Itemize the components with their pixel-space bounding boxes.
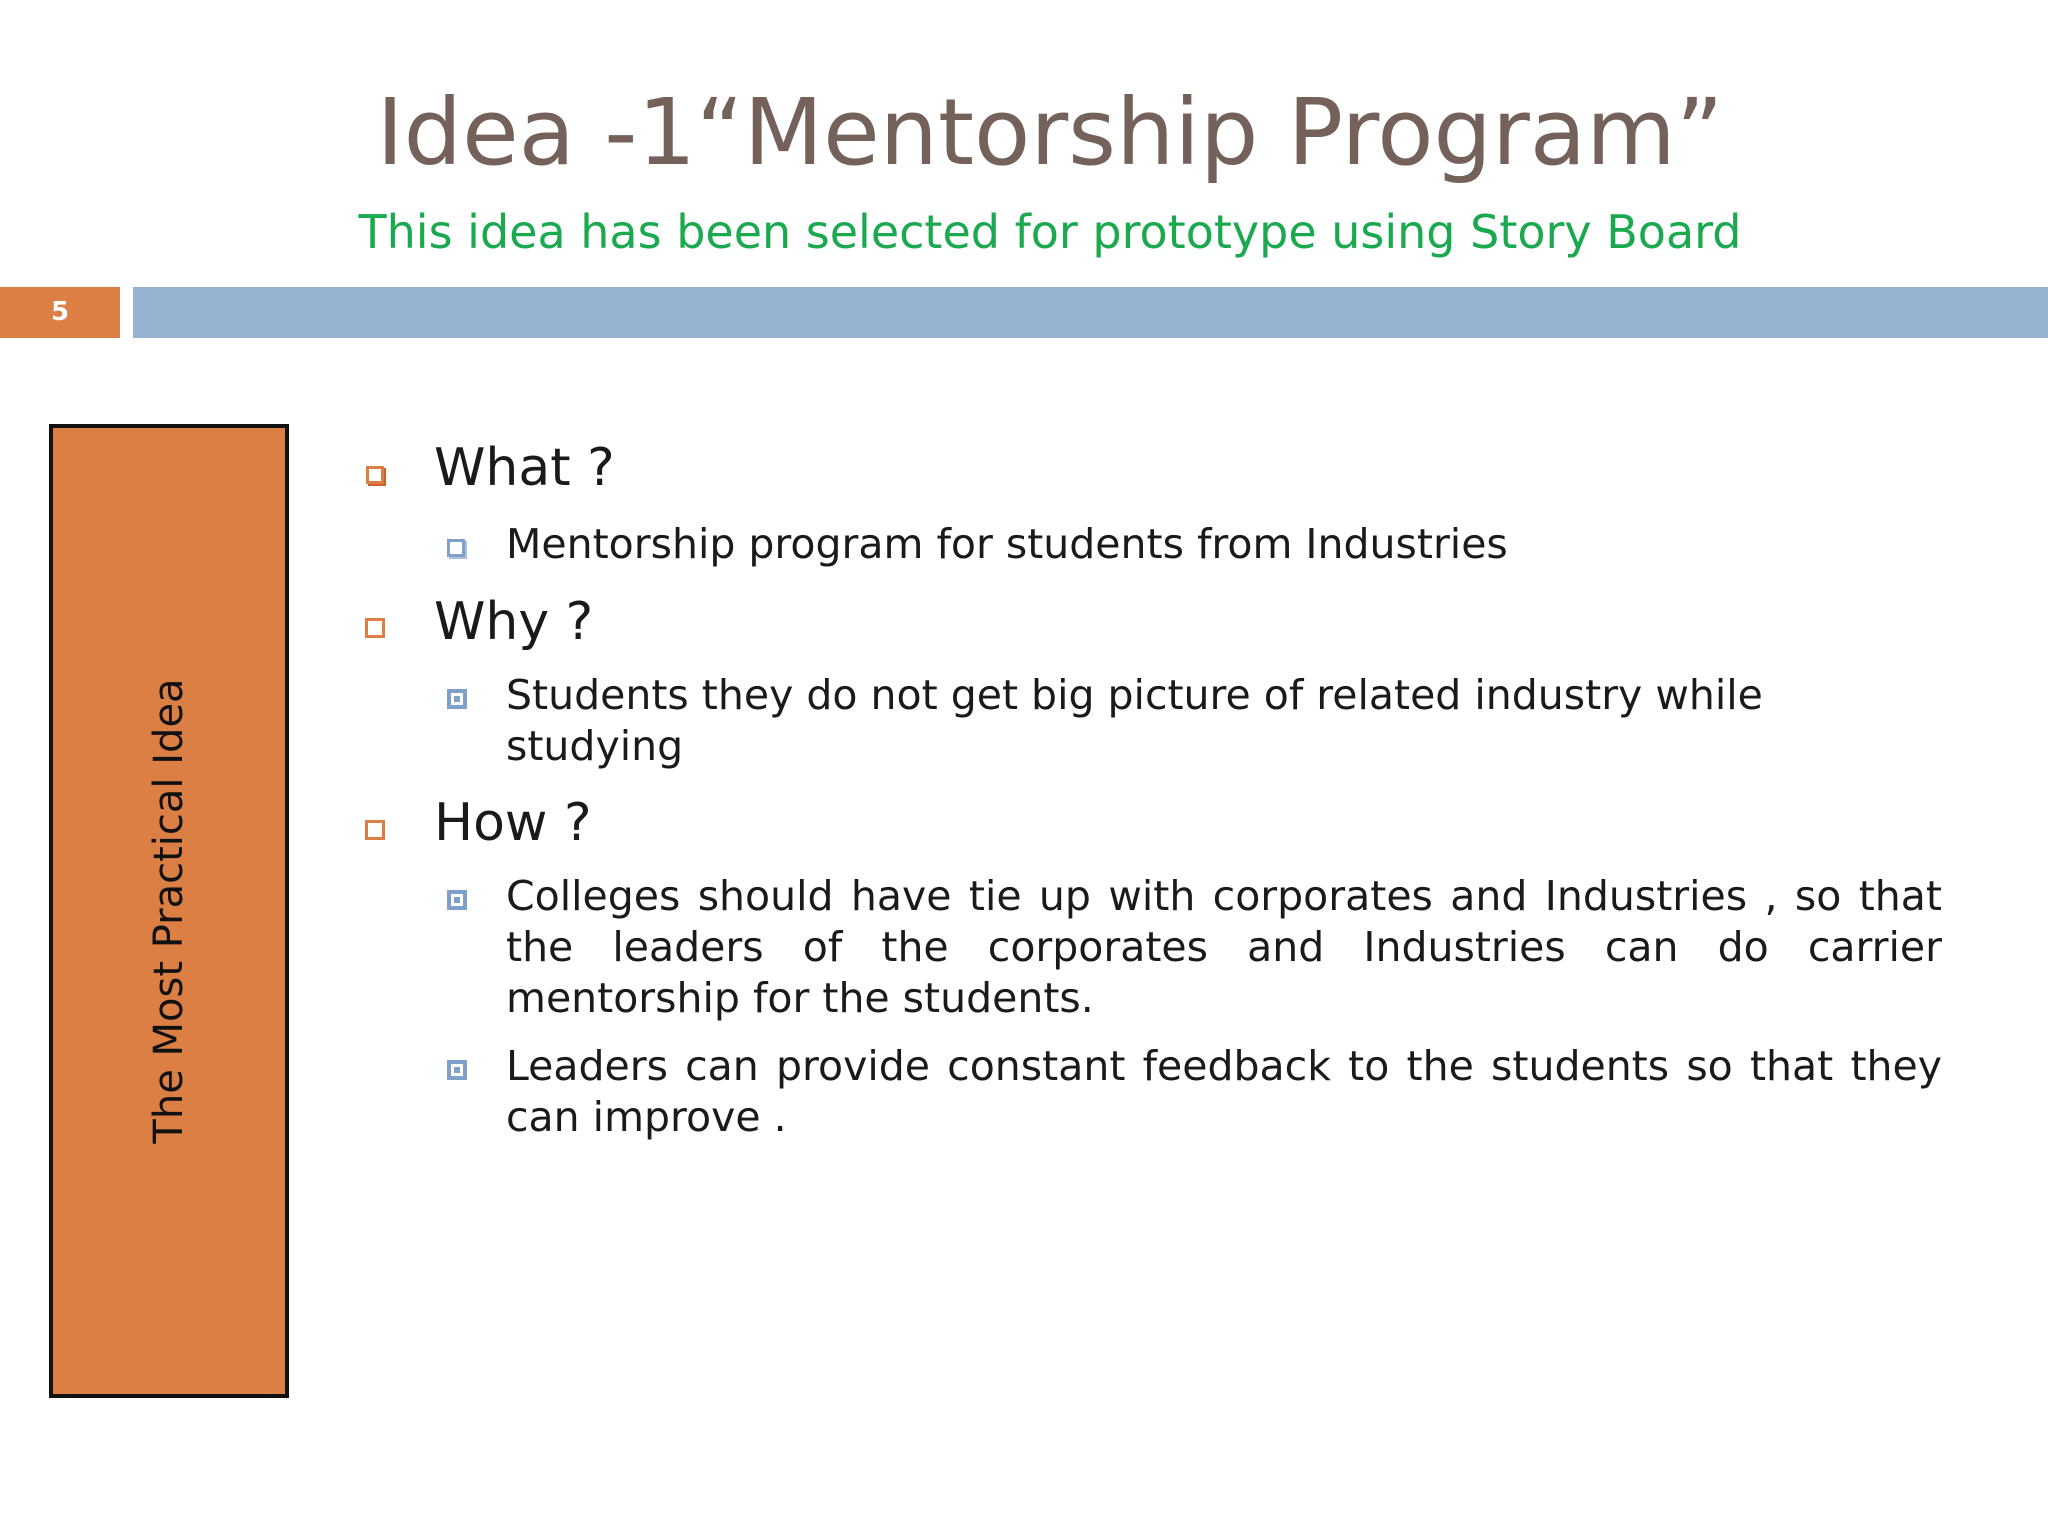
square-filled-bullet-icon <box>447 1060 467 1080</box>
square-outline-bullet-icon <box>365 618 385 638</box>
header-rule-bar <box>133 287 2048 338</box>
square-filled-bullet-icon <box>447 890 467 910</box>
slide-number: 5 <box>0 287 120 338</box>
section-heading-what: What ? <box>434 438 615 498</box>
section-point-why-1: Students they do not get big picture of related industry while studying <box>506 671 1763 770</box>
section-heading-why: Why ? <box>434 592 594 652</box>
slide-subtitle: This idea has been selected for prototype using Story Board <box>358 205 1742 259</box>
side-label-box <box>49 424 289 1398</box>
section-heading-how: How ? <box>434 793 592 853</box>
section-point-how-2: Leaders can provide constant feedback to the students so that they can improve . <box>506 1042 1942 1141</box>
square-filled-bullet-icon <box>447 689 467 709</box>
side-label-text: The Most Practical Idea <box>146 678 192 1144</box>
section-point-how-1: Colleges should have tie up with corporates and Industries , so that the leaders of the corporates and Industries can do carrier mentorship for the students. <box>506 872 1942 1022</box>
square-bullet-icon <box>447 539 465 557</box>
section-point-what-1: Mentorship program for students from Industries <box>506 520 1508 568</box>
square-outline-bullet-icon <box>365 820 385 840</box>
square-bullet-icon <box>366 466 384 484</box>
slide-title: Idea -1“Mentorship Program” <box>376 79 1724 186</box>
